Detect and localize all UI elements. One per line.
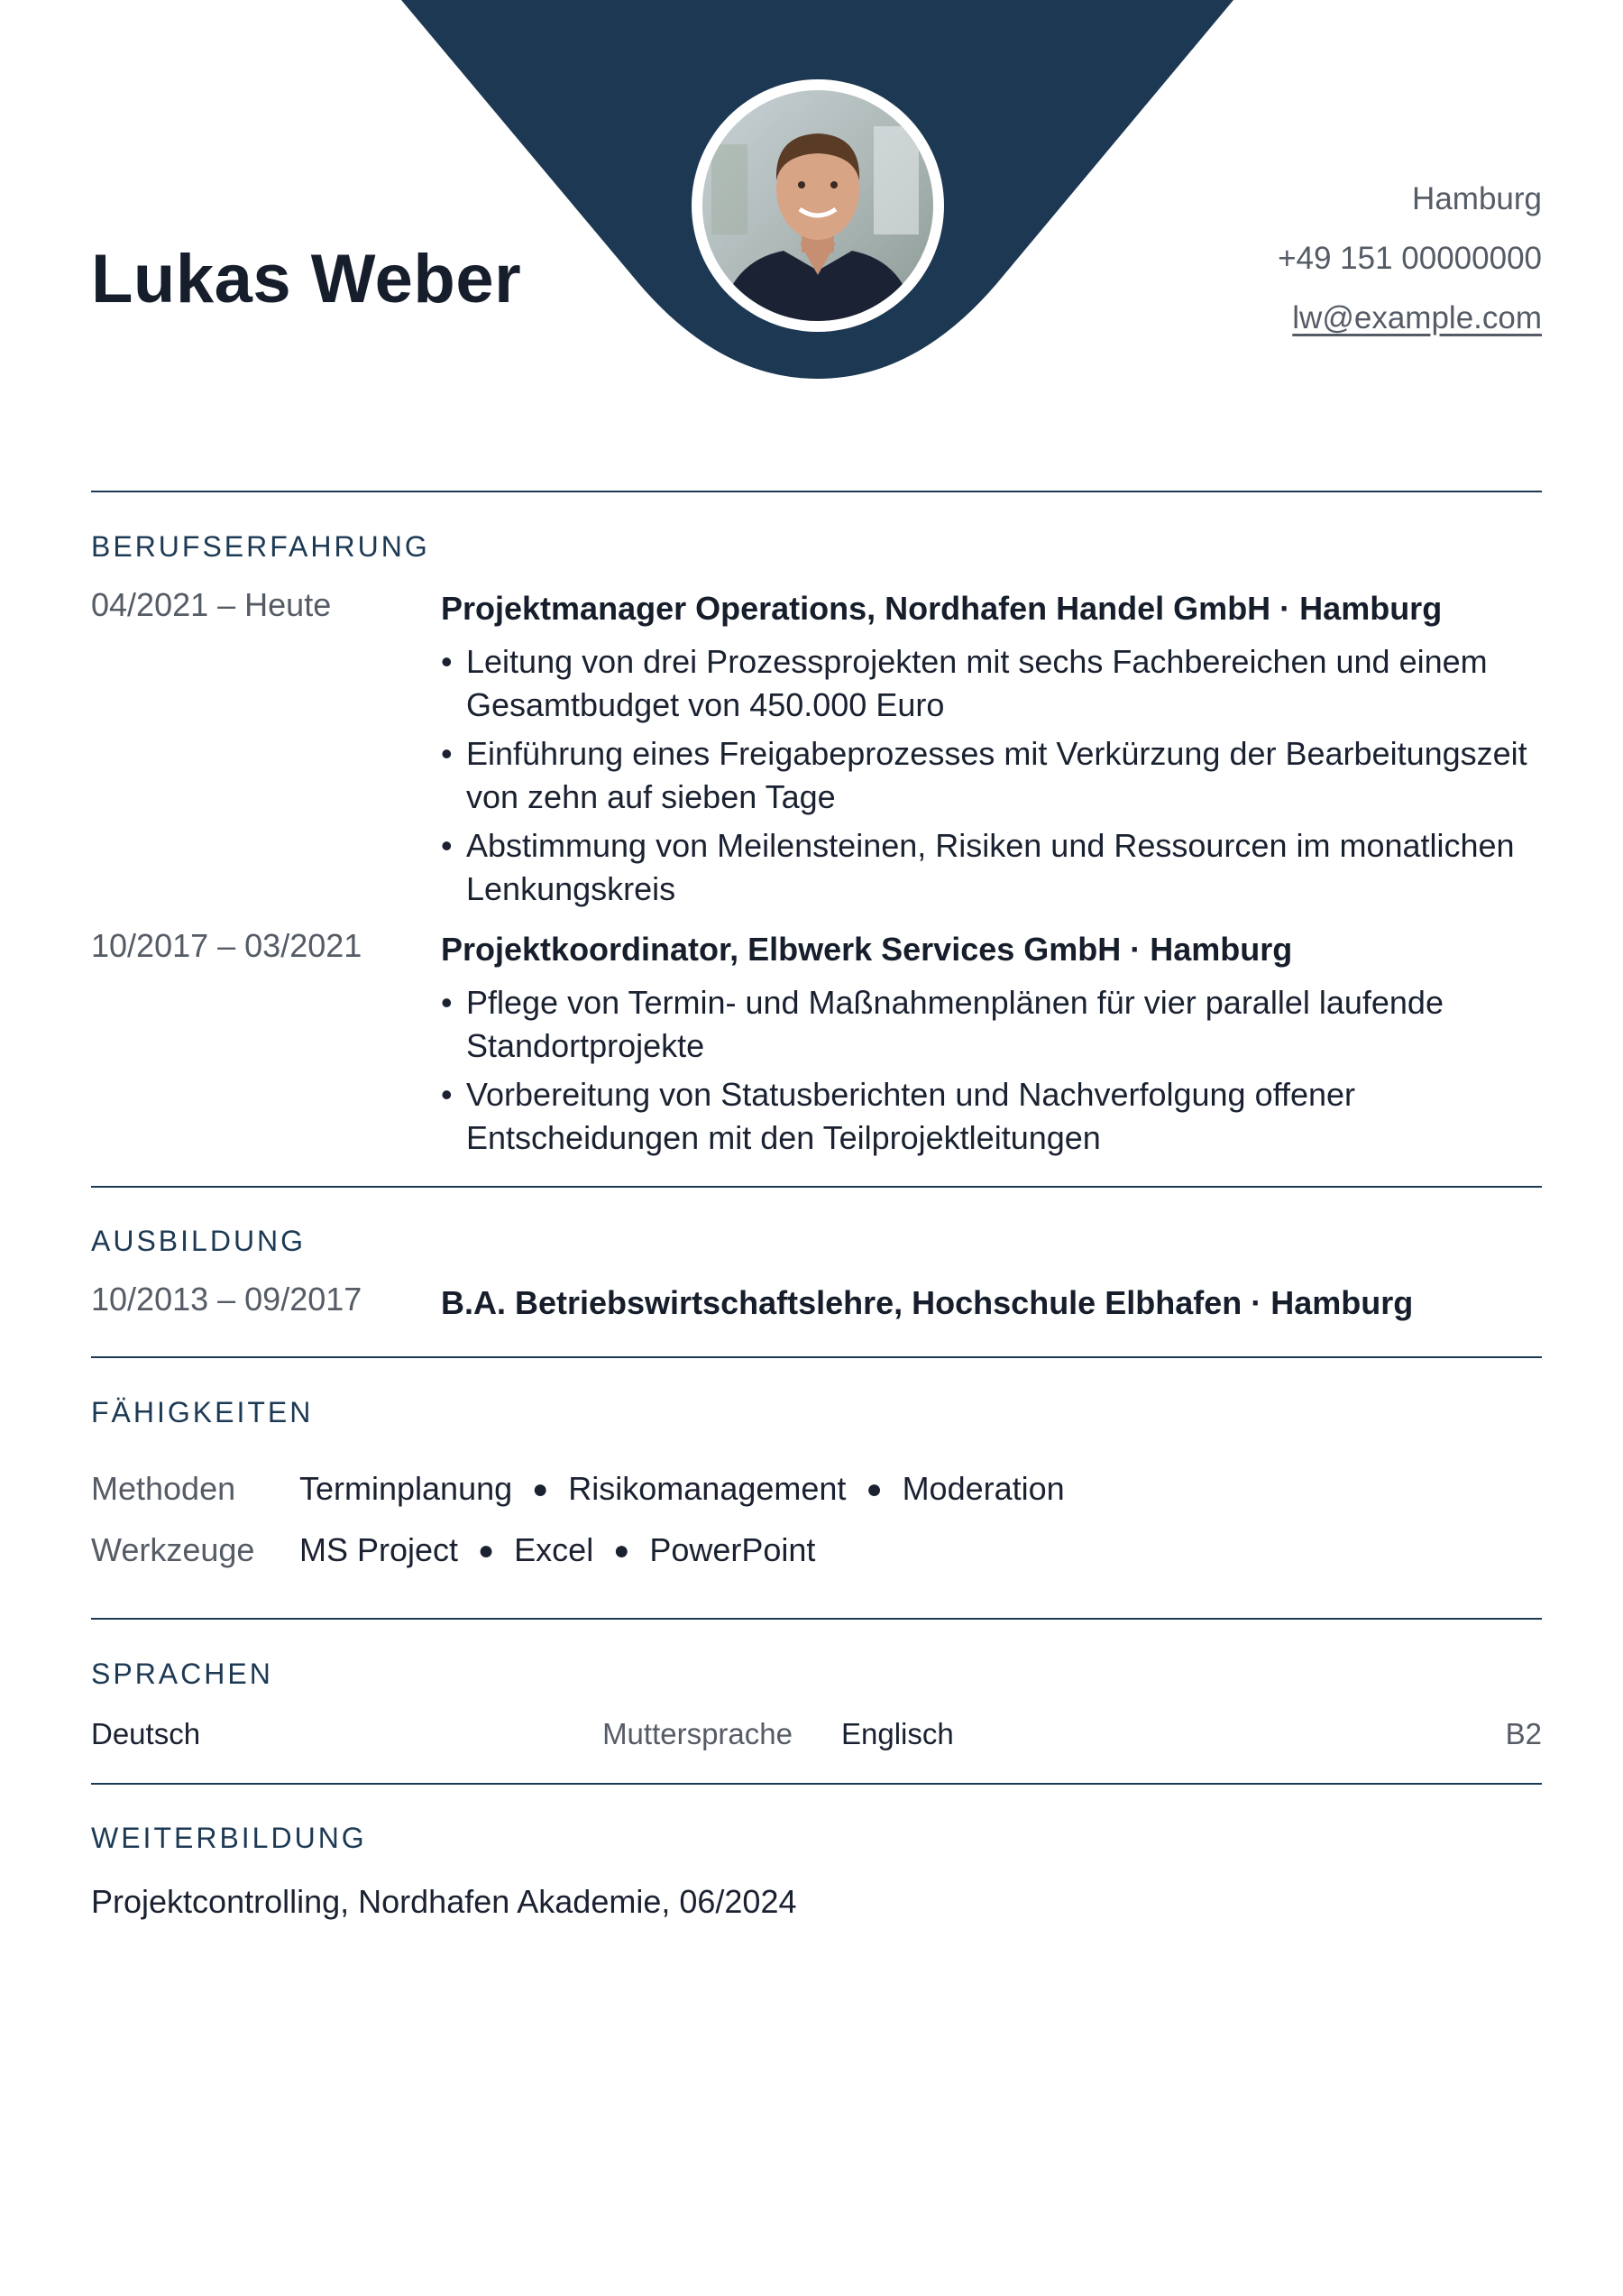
contact-city: Hamburg bbox=[1412, 181, 1542, 216]
separator-dot: ● bbox=[478, 1536, 495, 1566]
bullet-item: • Vorbereitung von Statusberichten und Nachverfolgung offener Entscheidungen mit den Teilprojektleitungen bbox=[441, 1073, 1550, 1160]
experience-bullets bbox=[441, 640, 1550, 916]
language-level: B2 bbox=[1505, 1717, 1542, 1750]
section-title-languages: SPRACHEN bbox=[91, 1658, 273, 1690]
experience-dates: 04/2021 – Heute bbox=[91, 586, 332, 623]
divider bbox=[91, 491, 1542, 492]
experience-dates: 10/2017 – 03/2021 bbox=[91, 927, 362, 964]
section-title-skills: FÄHIGKEITEN bbox=[91, 1396, 314, 1428]
experience-bullets bbox=[441, 981, 1550, 1165]
contact-block bbox=[1278, 170, 1542, 348]
divider bbox=[91, 1356, 1542, 1358]
skill-item: Risikomanagement bbox=[568, 1470, 847, 1507]
bullet-item: • Einführung eines Freigabeprozesses mit Verkürzung der Bearbeitungszeit von zehn auf sieben Tage bbox=[441, 732, 1550, 819]
skill-group-items bbox=[299, 1531, 815, 1569]
contact-email-link[interactable]: lw@example.com bbox=[1292, 300, 1542, 335]
skill-group-label: Werkzeuge bbox=[91, 1531, 255, 1568]
profile-photo bbox=[692, 79, 944, 332]
section-title-training: WEITERBILDUNG bbox=[91, 1822, 367, 1854]
skill-item: Excel bbox=[514, 1531, 594, 1568]
skill-item: Moderation bbox=[902, 1470, 1065, 1507]
language-name: Deutsch bbox=[91, 1717, 201, 1750]
section-title-experience: BERUFSERFAHRUNG bbox=[91, 530, 430, 563]
candidate-name: Lukas Weber bbox=[91, 241, 522, 317]
bullet-item: • Abstimmung von Meilensteinen, Risiken und Ressourcen im monatlichen Lenkungskreis bbox=[441, 824, 1550, 911]
separator-dot: ● bbox=[532, 1474, 549, 1504]
experience-title: Projektkoordinator, Elbwerk Services GmbH · Hamburg bbox=[441, 931, 1293, 968]
skill-item: MS Project bbox=[299, 1531, 459, 1568]
language-name: Englisch bbox=[841, 1717, 954, 1750]
profile-photo-image bbox=[702, 90, 933, 321]
skill-item: PowerPoint bbox=[649, 1531, 816, 1568]
training-item: Projektcontrolling, Nordhafen Akademie, 06/2024 bbox=[91, 1883, 797, 1920]
education-dates: 10/2013 – 09/2017 bbox=[91, 1281, 362, 1318]
section-title-education: AUSBILDUNG bbox=[91, 1225, 307, 1257]
skill-item: Terminplanung bbox=[299, 1470, 513, 1507]
education-title: B.A. Betriebswirtschaftslehre, Hochschule Elbhafen · Hamburg bbox=[441, 1284, 1414, 1321]
divider bbox=[91, 1618, 1542, 1620]
separator-dot: ● bbox=[866, 1474, 883, 1504]
divider bbox=[91, 1186, 1542, 1188]
bullet-item: • Leitung von drei Prozessprojekten mit sechs Fachbereichen und einem Gesamtbudget von 450.000 Euro bbox=[441, 640, 1550, 727]
experience-title: Projektmanager Operations, Nordhafen Handel GmbH · Hamburg bbox=[441, 590, 1443, 627]
separator-dot: ● bbox=[613, 1536, 630, 1566]
contact-phone: +49 151 00000000 bbox=[1278, 241, 1542, 276]
bullet-item: • Pflege von Termin- und Maßnahmenplänen für vier parallel laufende Standortprojekte bbox=[441, 981, 1550, 1068]
language-level: Muttersprache bbox=[602, 1717, 793, 1750]
skill-group-label: Methoden bbox=[91, 1470, 236, 1507]
skill-group-items bbox=[299, 1470, 1065, 1508]
divider bbox=[91, 1783, 1542, 1785]
